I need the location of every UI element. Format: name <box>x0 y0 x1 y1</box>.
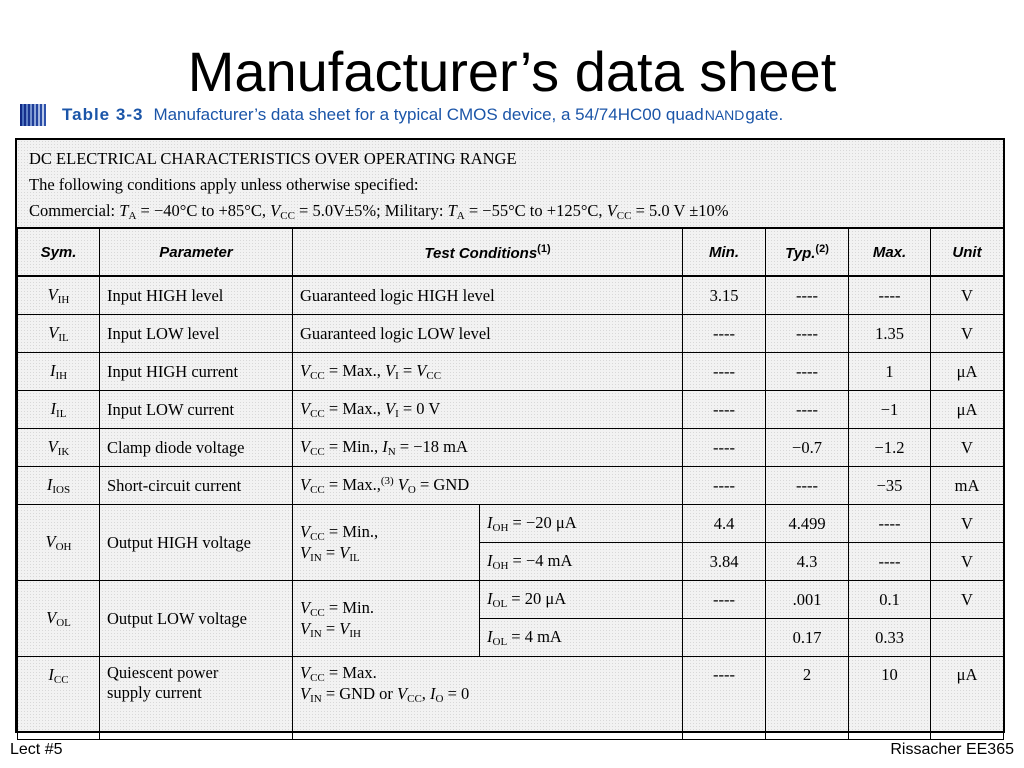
typ-cell: 0.17 <box>766 619 849 657</box>
max-cell: −1.2 <box>849 429 931 467</box>
table-row <box>18 353 1004 391</box>
unit-cell: V <box>931 543 1004 581</box>
max-cell: 10 <box>849 657 931 740</box>
col-sym: Sym. <box>18 228 100 276</box>
symbol-cell: $V_{OH}$ <box>18 505 100 581</box>
condition-cell: $I_{OH} = -20$ μA <box>480 505 683 543</box>
max-cell: ---- <box>849 276 931 315</box>
typ-cell: ---- <box>766 391 849 429</box>
parameter-cell: Quiescent power supply current <box>100 657 293 740</box>
symbol-cell: $I_{IL}$ <box>18 391 100 429</box>
symbol-cell: $I_{IH}$ <box>18 353 100 391</box>
dc-characteristics-table <box>17 227 1004 740</box>
condition-cell: $I_{OH} = -4$ mA <box>480 543 683 581</box>
caption-nand: NAND <box>704 107 745 123</box>
symbol-cell: $V_{IL}$ <box>18 315 100 353</box>
condition-cell: $I_{OL} = 20$ μA <box>480 581 683 619</box>
caption-label: Table 3-3 <box>62 105 144 124</box>
min-cell: ---- <box>683 315 766 353</box>
max-cell: 0.1 <box>849 581 931 619</box>
max-cell: 1.35 <box>849 315 931 353</box>
slide-title: Manufacturer’s data sheet <box>187 40 837 103</box>
header-line-2: The following conditions apply unless otherwise specified: <box>29 175 419 194</box>
min-cell: ---- <box>683 391 766 429</box>
test-cell: $V_{CC}$ = Max. $V_{IN}$ = GND or $V_{CC}$, $I_O = 0$ <box>293 657 683 740</box>
min-cell: ---- <box>683 353 766 391</box>
min-cell: ---- <box>683 467 766 505</box>
parameter-cell: Output LOW voltage <box>100 581 293 657</box>
parameter-cell: Input HIGH level <box>100 276 293 315</box>
test-cell: $V_{CC}$ = Min. $V_{IN} = V_{IH}$ <box>293 581 480 657</box>
test-cell: $V_{CC}$ = Min., $I_N = -18$ mA <box>293 429 683 467</box>
table-row <box>18 315 1004 353</box>
caption-text: Manufacturer’s data sheet for a typical CMOS device, a 54/74HC00 quad <box>153 105 704 124</box>
condition-cell: $I_{OL} = 4$ mA <box>480 619 683 657</box>
symbol-cell: $I_{CC}$ <box>18 657 100 740</box>
parameter-cell: Input HIGH current <box>100 353 293 391</box>
typ-cell: ---- <box>766 467 849 505</box>
symbol-cell: $V_{IK}$ <box>18 429 100 467</box>
parameter-cell: Clamp diode voltage <box>100 429 293 467</box>
unit-cell <box>931 619 1004 657</box>
caption-marker-icon <box>20 104 46 126</box>
typ-cell: 4.499 <box>766 505 849 543</box>
footer-right: Rissacher EE365 <box>890 741 1014 758</box>
typ-cell: ---- <box>766 276 849 315</box>
max-cell: ---- <box>849 505 931 543</box>
test-cell: Guaranteed logic LOW level <box>293 315 683 353</box>
col-typ: Typ.$^{(2)}$ <box>766 228 849 276</box>
min-cell: 3.15 <box>683 276 766 315</box>
caption-end: gate. <box>745 105 784 124</box>
max-cell: ---- <box>849 543 931 581</box>
parameter-cell: Output HIGH voltage <box>100 505 293 581</box>
symbol-cell: $V_{OL}$ <box>18 581 100 657</box>
unit-cell: mA <box>931 467 1004 505</box>
table-row <box>18 467 1004 505</box>
min-cell: ---- <box>683 657 766 740</box>
test-cell: $V_{CC} = Max.,^{(3)}$ $V_O$ = GND <box>293 467 683 505</box>
max-cell: −1 <box>849 391 931 429</box>
test-cell: $V_{CC}$ = Min., $V_{IN} = V_{IL}$ <box>293 505 480 581</box>
test-cell: Guaranteed logic HIGH level <box>293 276 683 315</box>
table-row <box>18 276 1004 315</box>
unit-cell: V <box>931 581 1004 619</box>
min-cell: 3.84 <box>683 543 766 581</box>
table-row <box>18 391 1004 429</box>
typ-cell: ---- <box>766 315 849 353</box>
table-row <box>18 429 1004 467</box>
table-header-row <box>18 228 1004 276</box>
unit-cell: V <box>931 276 1004 315</box>
unit-cell: V <box>931 505 1004 543</box>
table-row <box>18 505 1004 543</box>
max-cell: 0.33 <box>849 619 931 657</box>
sheet-header <box>29 146 989 229</box>
col-parameter: Parameter <box>100 228 293 276</box>
unit-cell: μA <box>931 353 1004 391</box>
table-caption <box>20 102 1010 128</box>
parameter-cell: Input LOW current <box>100 391 293 429</box>
col-max: Max. <box>849 228 931 276</box>
min-cell: 4.4 <box>683 505 766 543</box>
test-cell: $V_{CC}$ = Max., $V_I = V_{CC}$ <box>293 353 683 391</box>
typ-cell: .001 <box>766 581 849 619</box>
typ-cell: ---- <box>766 353 849 391</box>
max-cell: −35 <box>849 467 931 505</box>
unit-cell: V <box>931 429 1004 467</box>
parameter-cell: Input LOW level <box>100 315 293 353</box>
typ-cell: 4.3 <box>766 543 849 581</box>
header-line-3: Commercial: $T_A = -40^\circ C$ to +85°C, $V_{CC} = 5.0V\pm 5\%$; Military: $T_A = -55^\circ C$ to +125°C, $V_{CC} = 5.0$ V ±10% <box>29 201 729 222</box>
min-cell <box>683 619 766 657</box>
table-row <box>18 581 1004 619</box>
data-sheet <box>15 138 1005 733</box>
typ-cell: 2 <box>766 657 849 740</box>
col-unit: Unit <box>931 228 1004 276</box>
unit-cell: μA <box>931 391 1004 429</box>
min-cell: ---- <box>683 429 766 467</box>
symbol-cell: $I_{IOS}$ <box>18 467 100 505</box>
parameter-cell: Short-circuit current <box>100 467 293 505</box>
test-cell: $V_{CC}$ = Max., $V_I = 0$ V <box>293 391 683 429</box>
header-line-1: DC ELECTRICAL CHARACTERISTICS OVER OPERATING RANGE <box>29 149 517 168</box>
max-cell: 1 <box>849 353 931 391</box>
col-min: Min. <box>683 228 766 276</box>
min-cell: ---- <box>683 581 766 619</box>
symbol-cell: $V_{IH}$ <box>18 276 100 315</box>
unit-cell: μA <box>931 657 1004 740</box>
col-test-conditions: Test Conditions$^{(1)}$ <box>293 228 683 276</box>
table-row <box>18 657 1004 740</box>
footer-left: Lect #5 <box>10 741 63 758</box>
typ-cell: −0.7 <box>766 429 849 467</box>
unit-cell: V <box>931 315 1004 353</box>
